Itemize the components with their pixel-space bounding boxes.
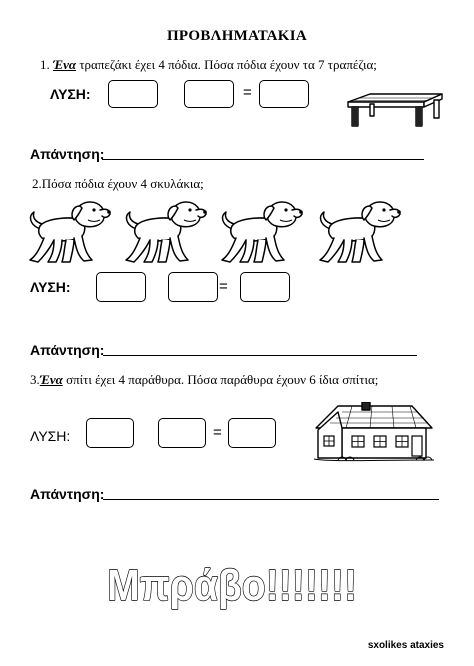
problem-1-equals: = [243,84,252,101]
problem-3-box-3[interactable] [228,418,276,448]
problem-3-answer-line[interactable] [103,499,439,500]
problem-2-solution-label: ΛΥΣΗ: [30,279,71,295]
problem-2-answer-line[interactable] [103,355,417,356]
problem-3-equals: = [213,424,222,441]
problem-1-solution-label: ΛΥΣΗ: [50,86,91,102]
problem-3-emphasis: Ένα [39,372,63,387]
problem-2-box-1[interactable] [96,272,146,302]
problem-1-answer-label: Απάντηση: [30,146,105,162]
problem-2-equals: = [219,278,228,295]
problem-3-text: 3.Ένα σπίτι έχει 4 παράθυρα. Πόσα παράθυρα έχουν 6 ίδια σπίτια; [30,372,379,387]
page-title: ΠΡΟΒΛΗΜΑΤΑΚΙΑ [166,28,308,44]
house-illustration [312,402,436,466]
problem-3-box-1[interactable] [86,418,134,448]
problem-3-box-2[interactable] [158,418,206,448]
problem-1-emphasis: Ένα [53,57,77,72]
problem-2-text: 2.Πόσα πόδια έχουν 4 σκυλάκια; [32,176,204,191]
dogs-illustration [28,196,438,268]
table-illustration [340,92,444,132]
problem-2-box-2[interactable] [168,272,218,302]
problem-1-text: 1. Ένα τραπεζάκι έχει 4 πόδια. Πόσα πόδια έχουν τα 7 τραπέζια; [40,57,377,72]
problem-1-box-3[interactable] [259,80,309,108]
problem-1-box-1[interactable] [108,80,158,108]
problem-1-box-2[interactable] [184,80,234,108]
bravo-text: Μπράβο!!!!!!! [107,561,357,610]
problem-3-answer-label: Απάντηση: [30,486,105,502]
credit-text: sxolikes ataxies [367,640,444,651]
problem-3-solution-label: ΛΥΣΗ: [30,428,71,444]
problem-1-answer-line[interactable] [102,159,424,160]
problem-2-box-3[interactable] [240,272,290,302]
bravo-banner [104,556,360,610]
problem-2-answer-label: Απάντηση: [30,342,105,358]
